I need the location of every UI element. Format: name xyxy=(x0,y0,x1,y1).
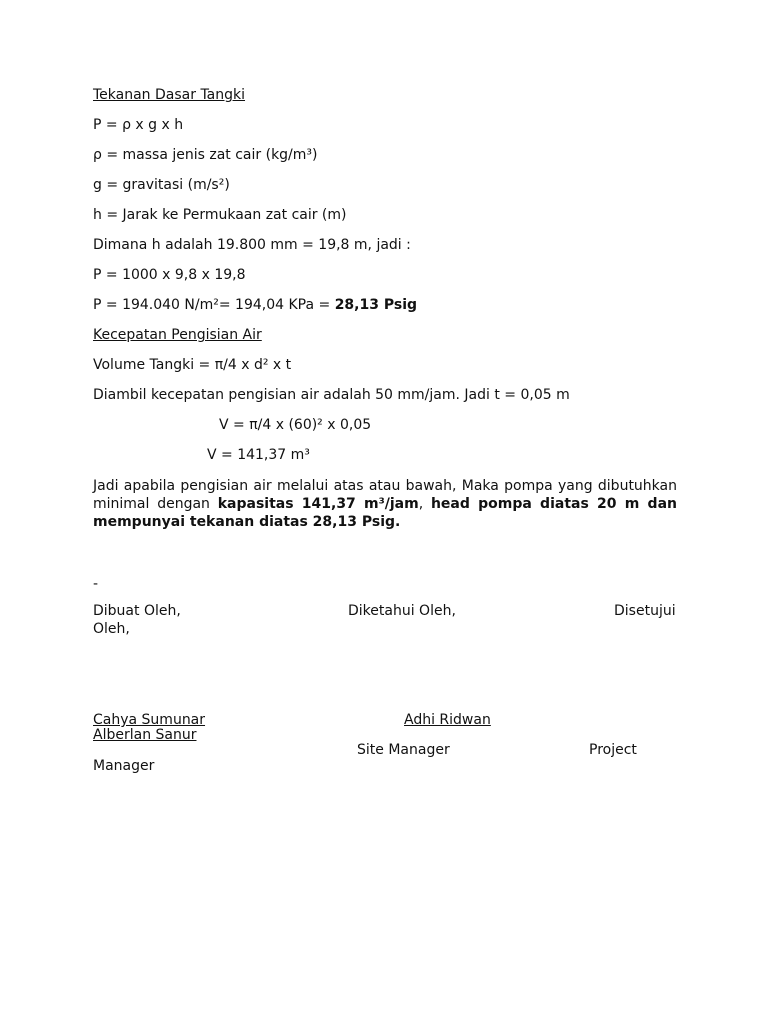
role-site-manager: Site Manager xyxy=(357,742,450,758)
volume-result: V = 141,37 m³ xyxy=(207,447,310,463)
signatory-name-1: Cahya Sumunar xyxy=(93,712,206,728)
dash-mark: - xyxy=(93,576,99,592)
conclusion-paragraph xyxy=(93,477,677,531)
definition-h: h = Jarak ke Permukaan zat cair (m) xyxy=(93,207,347,223)
signatory-name-2: Adhi Ridwan xyxy=(404,712,491,728)
diketahui-oleh-label: Diketahui Oleh, xyxy=(348,603,456,619)
volume-formula: Volume Tangki = π/4 x d² x t xyxy=(93,357,292,373)
calc2-result: 28,13 Psig xyxy=(334,297,418,313)
role-project: Project xyxy=(589,742,637,758)
dibuat-oleh-label: Dibuat Oleh, xyxy=(93,603,181,619)
signatory-name-3: Alberlan Sanur xyxy=(93,727,197,743)
heading-kecepatan-pengisian-air: Kecepatan Pengisian Air xyxy=(93,327,262,343)
definition-rho: ρ = massa jenis zat cair (kg/m³) xyxy=(93,147,318,163)
diambil-line: Diambil kecepatan pengisian air adalah 50 mm/jam. Jadi t = 0,05 m xyxy=(93,387,570,403)
role-manager: Manager xyxy=(93,758,155,774)
conclusion-text: Jadi apabila pengisian air melalui atas atau bawah, Maka pompa yang dibutuhkan minimal dengan xyxy=(93,478,677,512)
conclusion-head-pressure: head pompa diatas 20 m dan mempunyai tekanan diatas 28,13 Psig. xyxy=(93,496,677,530)
volume-calculation: V = π/4 x (60)² x 0,05 xyxy=(219,417,372,433)
heading-tekanan-dasar-tangki: Tekanan Dasar Tangki xyxy=(93,87,246,103)
calculation-line-1: P = 1000 x 9,8 x 19,8 xyxy=(93,267,246,283)
oleh-label: Oleh, xyxy=(93,621,130,637)
dimana-line: Dimana h adalah 19.800 mm = 19,8 m, jadi : xyxy=(93,237,411,253)
conclusion-separator: , xyxy=(418,496,431,512)
disetujui-label: Disetujui xyxy=(614,603,676,619)
definition-g: g = gravitasi (m/s²) xyxy=(93,177,230,193)
calculation-line-2 xyxy=(93,297,417,314)
pressure-formula: P = ρ x g x h xyxy=(93,117,184,133)
conclusion-capacity: kapasitas 141,37 m³/jam xyxy=(217,496,419,512)
calc2-text: P = 194.040 N/m²= 194,04 KPa = xyxy=(93,297,335,313)
